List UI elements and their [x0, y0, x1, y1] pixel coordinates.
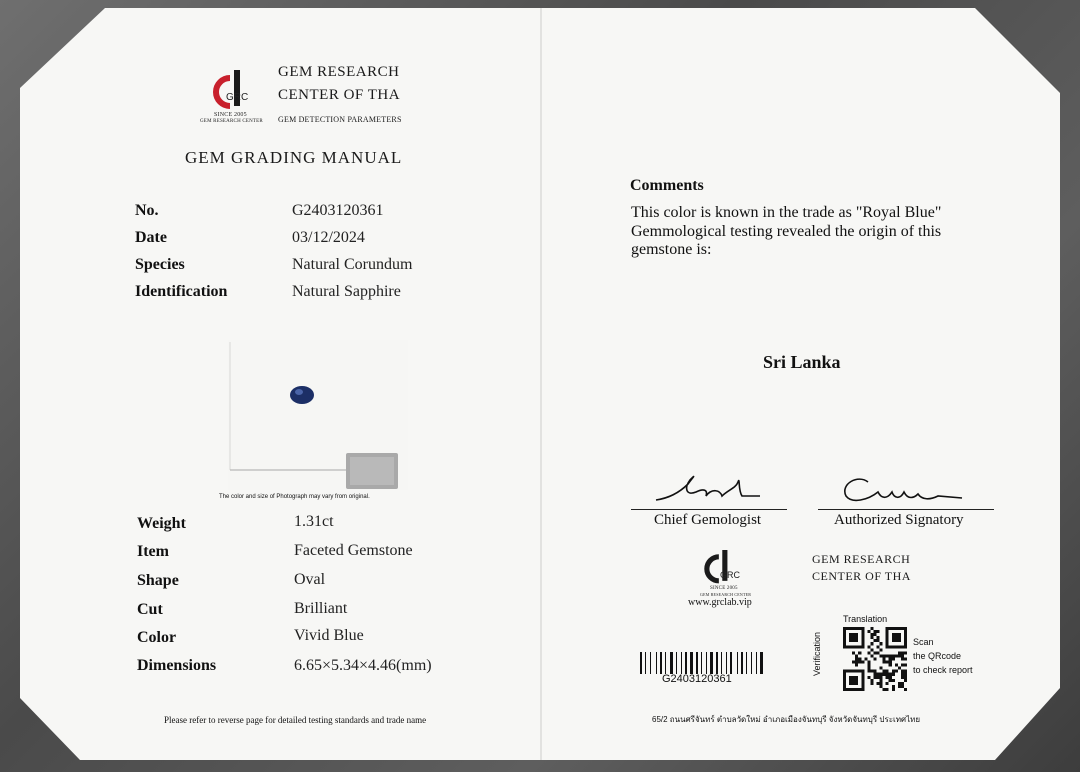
qr-scan-line3: to check report	[913, 665, 973, 675]
qr-module	[870, 642, 873, 645]
qr-module	[867, 664, 870, 667]
qr-module	[904, 673, 907, 676]
barcode-bar	[753, 652, 755, 674]
field-value-shape: Oval	[294, 571, 326, 588]
qr-module	[886, 682, 889, 685]
qr-module	[898, 651, 901, 654]
qr-module	[867, 630, 870, 633]
field-value-species: Natural Corundum	[292, 256, 413, 273]
qr-module	[861, 661, 864, 664]
qr-module	[883, 673, 886, 676]
barcode-bar	[652, 652, 655, 674]
qr-module	[892, 633, 901, 642]
barcode-bar	[660, 652, 662, 674]
right-logo-text: GRC	[720, 570, 740, 580]
qr-module	[883, 654, 886, 657]
barcode-bar	[667, 652, 669, 674]
qr-module	[858, 661, 861, 664]
qr-module	[849, 633, 858, 642]
field-label-color: Color	[137, 629, 177, 646]
org-name-line1: GEM RESEARCH	[278, 64, 400, 80]
barcode-bar	[723, 652, 725, 674]
field-label-cut: Cut	[137, 601, 163, 618]
chief-gemologist-label: Chief Gemologist	[654, 512, 762, 528]
barcode-bar	[645, 652, 646, 674]
qr-module	[898, 667, 901, 670]
qr-module	[895, 670, 898, 673]
qr-module	[877, 682, 880, 685]
field-value-color: Vivid Blue	[294, 627, 364, 644]
field-label-identification: Identification	[135, 283, 228, 300]
barcode-bar	[716, 652, 718, 674]
field-label-number: No.	[135, 202, 159, 219]
lab-address: 65/2 ถนนศรีจันทร์ ตำบลวัดใหม่ อำเภอเมืองจันทบุรี จังหวัดจันทบุรี ประเทศไทย	[652, 715, 921, 724]
barcode-bar	[714, 652, 715, 674]
barcode-bar	[658, 652, 659, 674]
qr-module	[889, 676, 892, 679]
qr-module	[877, 673, 880, 676]
qr-module	[880, 682, 883, 685]
verification-qr-code[interactable]	[843, 627, 907, 691]
qr-module	[870, 654, 873, 657]
qr-module	[889, 673, 892, 676]
qr-module	[867, 661, 870, 664]
authorized-signatory-label: Authorized Signatory	[834, 512, 964, 528]
barcode-bar	[701, 652, 702, 674]
barcode-bar	[764, 652, 765, 674]
qr-module	[901, 654, 904, 657]
qr-module	[870, 648, 873, 651]
qr-module	[855, 657, 858, 660]
barcode-bar	[719, 652, 720, 674]
qr-module	[883, 661, 886, 664]
barcode-bar	[751, 652, 752, 674]
barcode-bar	[670, 652, 673, 674]
qr-module	[904, 664, 907, 667]
qr-module	[892, 673, 895, 676]
qr-module	[895, 664, 898, 667]
qr-module	[873, 651, 876, 654]
qr-module	[870, 633, 873, 636]
barcode-bar	[721, 652, 722, 674]
qr-module	[877, 651, 880, 654]
field-value-item: Faceted Gemstone	[294, 542, 413, 559]
qr-module	[873, 633, 876, 636]
field-value-weight: 1.31ct	[294, 513, 334, 530]
card-fold-line	[540, 8, 542, 760]
barcode-bar	[728, 652, 729, 674]
barcode-bar	[708, 652, 709, 674]
barcode-bar	[699, 652, 700, 674]
qr-module	[886, 654, 889, 657]
field-value-dimensions: 6.65×5.34×4.46(mm)	[294, 657, 432, 674]
comment-line-3: gemstone is:	[631, 241, 712, 258]
qr-module	[898, 682, 901, 685]
logo-text: GRC	[226, 92, 249, 103]
qr-module	[873, 639, 876, 642]
qr-module	[873, 670, 876, 673]
barcode-bar	[656, 652, 657, 674]
field-value-cut: Brilliant	[294, 600, 348, 617]
barcode-bar	[739, 652, 740, 674]
qr-module	[855, 654, 858, 657]
qr-module	[886, 676, 889, 679]
field-label-item: Item	[137, 543, 169, 560]
qr-module	[870, 679, 873, 682]
qr-module	[880, 673, 883, 676]
qr-module	[867, 651, 870, 654]
qr-module	[892, 679, 895, 682]
qr-module	[904, 657, 907, 660]
barcode-bar	[696, 652, 698, 674]
report-barcode	[640, 652, 772, 674]
qr-module	[867, 667, 870, 670]
qr-module	[889, 654, 892, 657]
field-label-species: Species	[135, 256, 185, 273]
qr-module	[904, 651, 907, 654]
barcode-bar	[737, 652, 738, 674]
barcode-bar	[706, 652, 707, 674]
qr-module	[867, 645, 870, 648]
barcode-bar	[710, 652, 713, 674]
qr-module	[883, 688, 886, 691]
qr-module	[886, 688, 889, 691]
chief-signature-line	[631, 509, 787, 510]
barcode-bar	[650, 652, 651, 674]
authorized-signature-icon	[838, 470, 968, 508]
qr-module	[877, 630, 880, 633]
barcode-bar	[685, 652, 687, 674]
org-subtitle: GEM DETECTION PARAMETERS	[278, 115, 402, 124]
barcode-bar	[694, 652, 695, 674]
qr-scan-line2: the QRcode	[913, 651, 962, 661]
page-title: GEM GRADING MANUAL	[185, 148, 403, 167]
qr-module	[855, 664, 858, 667]
qr-module	[904, 688, 907, 691]
barcode-bar	[726, 652, 727, 674]
barcode-bar	[703, 652, 705, 674]
qr-module	[901, 673, 904, 676]
qr-module	[880, 654, 883, 657]
qr-module	[886, 673, 889, 676]
qr-module	[880, 685, 883, 688]
field-label-date: Date	[135, 229, 167, 246]
barcode-bar	[663, 652, 664, 674]
right-org-line2: CENTER OF THA	[812, 569, 911, 583]
field-label-shape: Shape	[137, 572, 179, 589]
qr-module	[855, 661, 858, 664]
barcode-bar	[688, 652, 689, 674]
website-link[interactable]: www.grclab.vip	[688, 597, 752, 608]
qr-module	[901, 670, 904, 673]
qr-module	[889, 661, 892, 664]
barcode-bar	[678, 652, 680, 674]
reverse-page-note: Please refer to reverse page for detailed testing standards and trade name	[164, 715, 427, 725]
barcode-bar	[760, 652, 763, 674]
right-logo-since: SINCE 2005	[710, 586, 738, 591]
qr-module	[904, 676, 907, 679]
barcode-bar	[748, 652, 750, 674]
qr-module	[870, 636, 873, 639]
barcode-bar	[758, 652, 759, 674]
qr-module	[901, 664, 904, 667]
qr-module	[892, 685, 895, 688]
comment-line-1: This color is known in the trade as "Royal Blue"	[631, 204, 942, 221]
qr-module	[880, 642, 883, 645]
barcode-bar	[676, 652, 677, 674]
field-label-dimensions: Dimensions	[137, 657, 217, 674]
qr-module	[867, 670, 870, 673]
qr-module	[901, 685, 904, 688]
qr-module	[873, 657, 876, 660]
field-value-number: G2403120361	[292, 202, 384, 219]
org-name-line2: CENTER OF THA	[278, 87, 401, 103]
barcode-bar	[683, 652, 684, 674]
chief-signature-icon	[650, 470, 770, 508]
logo-center-text: GEM RESEARCH CENTER	[200, 119, 263, 124]
qr-verification-label: Verification	[812, 631, 822, 676]
qr-module	[870, 627, 873, 630]
barcode-bar	[681, 652, 682, 674]
right-logo-center: GEM RESEARCH CENTER	[700, 592, 752, 597]
barcode-bar	[690, 652, 693, 674]
qr-module	[886, 661, 889, 664]
qr-module	[873, 630, 876, 633]
barcode-bar	[674, 652, 675, 674]
qr-module	[877, 645, 880, 648]
origin-country: Sri Lanka	[763, 352, 841, 372]
qr-module	[904, 679, 907, 682]
grc-logo-small-icon	[700, 548, 748, 588]
logo-since: SINCE 2005	[214, 112, 247, 118]
qr-module	[904, 670, 907, 673]
qr-module	[892, 657, 895, 660]
qr-module	[864, 657, 867, 660]
qr-module	[852, 661, 855, 664]
qr-translation-label: Translation	[843, 614, 888, 624]
authorized-signature-line	[818, 509, 994, 510]
barcode-bar	[746, 652, 747, 674]
qr-module	[870, 682, 873, 685]
qr-module	[886, 670, 889, 673]
field-value-date: 03/12/2024	[292, 229, 365, 246]
right-org-line1: GEM RESEARCH	[812, 552, 911, 566]
qr-module	[870, 670, 873, 673]
barcode-bar	[665, 652, 666, 674]
comment-line-2: Gemmological testing revealed the origin of this	[631, 223, 942, 240]
qr-module	[901, 676, 904, 679]
qr-module	[880, 667, 883, 670]
barcode-bar	[744, 652, 745, 674]
qr-module	[898, 685, 901, 688]
qr-module	[849, 676, 858, 685]
qr-module	[892, 688, 895, 691]
qr-module	[883, 657, 886, 660]
field-label-weight: Weight	[137, 515, 186, 532]
barcode-bar	[643, 652, 644, 674]
photo-caption: The color and size of Photograph may vary from original.	[219, 494, 370, 500]
barcode-bar	[647, 652, 649, 674]
gem-photo	[228, 340, 408, 490]
qr-module	[858, 651, 861, 654]
qr-module	[873, 673, 876, 676]
qr-scan-line1: Scan	[913, 637, 934, 647]
qr-module	[892, 670, 895, 673]
qr-module	[873, 676, 876, 679]
barcode-number: G2403120361	[662, 673, 732, 685]
qr-module	[892, 654, 895, 657]
qr-module	[852, 651, 855, 654]
qr-module	[901, 657, 904, 660]
qr-module	[883, 670, 886, 673]
qr-module	[889, 657, 892, 660]
barcode-bar	[733, 652, 736, 674]
qr-module	[889, 679, 892, 682]
qr-module	[858, 657, 861, 660]
qr-module	[901, 682, 904, 685]
barcode-bar	[640, 652, 642, 674]
qr-module	[901, 651, 904, 654]
qr-module	[880, 676, 883, 679]
qr-module	[895, 654, 898, 657]
qr-module	[877, 639, 880, 642]
qr-module	[898, 654, 901, 657]
qr-module	[867, 676, 870, 679]
qr-module	[877, 676, 880, 679]
barcode-bar	[741, 652, 743, 674]
barcode-bar	[730, 652, 732, 674]
qr-module	[880, 679, 883, 682]
comments-heading: Comments	[630, 177, 704, 194]
grc-logo-icon	[208, 68, 264, 114]
field-value-identification: Natural Sapphire	[292, 283, 401, 300]
qr-module	[877, 636, 880, 639]
barcode-bar	[756, 652, 757, 674]
qr-module	[889, 664, 892, 667]
qr-module	[880, 648, 883, 651]
